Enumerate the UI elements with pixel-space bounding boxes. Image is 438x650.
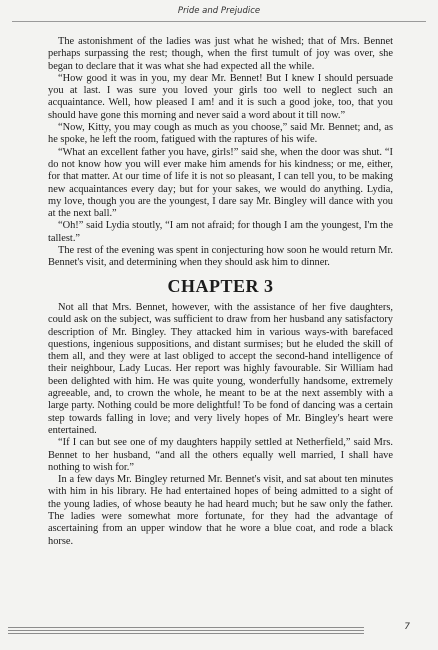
paragraph: “How good it was in you, my dear Mr. Bennet! But I knew I should persuade you at last. I was sure you loved your girls too well to neglect such an acquaintance. Well, how pleased I am! and it is such a good joke, too, that you should have gone this morning and never said a word about it till now.” [48, 72, 393, 121]
paragraph: “What an excellent father you have, girls!” said she, when the door was shut. “I do not know how you will ever make him amends for his kindness; or me, either, for that matter. At our time of life it is not so pleasant, I can tell you, to be making new acquaintances every day; but for your sakes, we would do anything. Lydia, my love, though you are the youngest, I dare say Mr. Bingley will dance with you at the next ball.” [48, 146, 393, 220]
paragraph: The rest of the evening was spent in conjecturing how soon he would return Mr. Bennet's visit, and determining when they should ask him to dinner. [48, 245, 393, 269]
footer-rule [8, 627, 364, 636]
header-rule [12, 21, 426, 22]
paragraph: “Oh!” said Lydia stoutly, “I am not afraid; for though I am the youngest, I'm the tallest.” [48, 220, 393, 244]
paragraph: “Now, Kitty, you may cough as much as you choose,” said Mr. Bennet; and, as he spoke, he left the room, fatigued with the raptures of his wife. [48, 122, 393, 146]
page-body [48, 36, 393, 548]
paragraph: Not all that Mrs. Bennet, however, with the assistance of her five daughters, could ask on the subject, was sufficient to draw from her husband any satisfactory description of Mr. Bingley. They attacked him in various ways-with barefaced questions, ingenious suppositions, and distant surmises; but he eluded the skill of them all, and they were at last obliged to accept the second-hand intelligence of their neighbour, Lady Lucas. Her report was highly favourable. Sir William had been delighted with him. He was quite young, wonderfully handsome, extremely agreeable, and, to crown the whole, he meant to be at the next assembly with a large party. Nothing could be more delightful! To be fond of dancing was a certain step towards falling in love; and very lively hopes of Mr. Bingley's heart were entertained. [48, 301, 393, 436]
chapter-heading: CHAPTER 3 [167, 275, 274, 296]
paragraph: In a few days Mr. Bingley returned Mr. Bennet's visit, and sat about ten minutes with him in his library. He had entertained hopes of being admitted to a sight of the young ladies, of whose beauty he had heard much; but he saw only the father. The ladies were somewhat more fortunate, for they had the advantage of ascertaining from an upper window that he wore a blue coat, and rode a black horse. [48, 474, 393, 547]
paragraph: The astonishment of the ladies was just what he wished; that of Mrs. Bennet perhaps surpassing the rest; though, when the first tumult of joy was over, she began to declare that it was what she had expected all the while. [48, 36, 393, 72]
page-number: 7 [404, 622, 410, 632]
running-header: Pride and Prejudice [177, 6, 261, 16]
paragraph: “If I can but see one of my daughters happily settled at Netherfield,” said Mrs. Bennet to her husband, “and all the others equally well married, I shall have nothing to wish for.” [48, 437, 393, 473]
